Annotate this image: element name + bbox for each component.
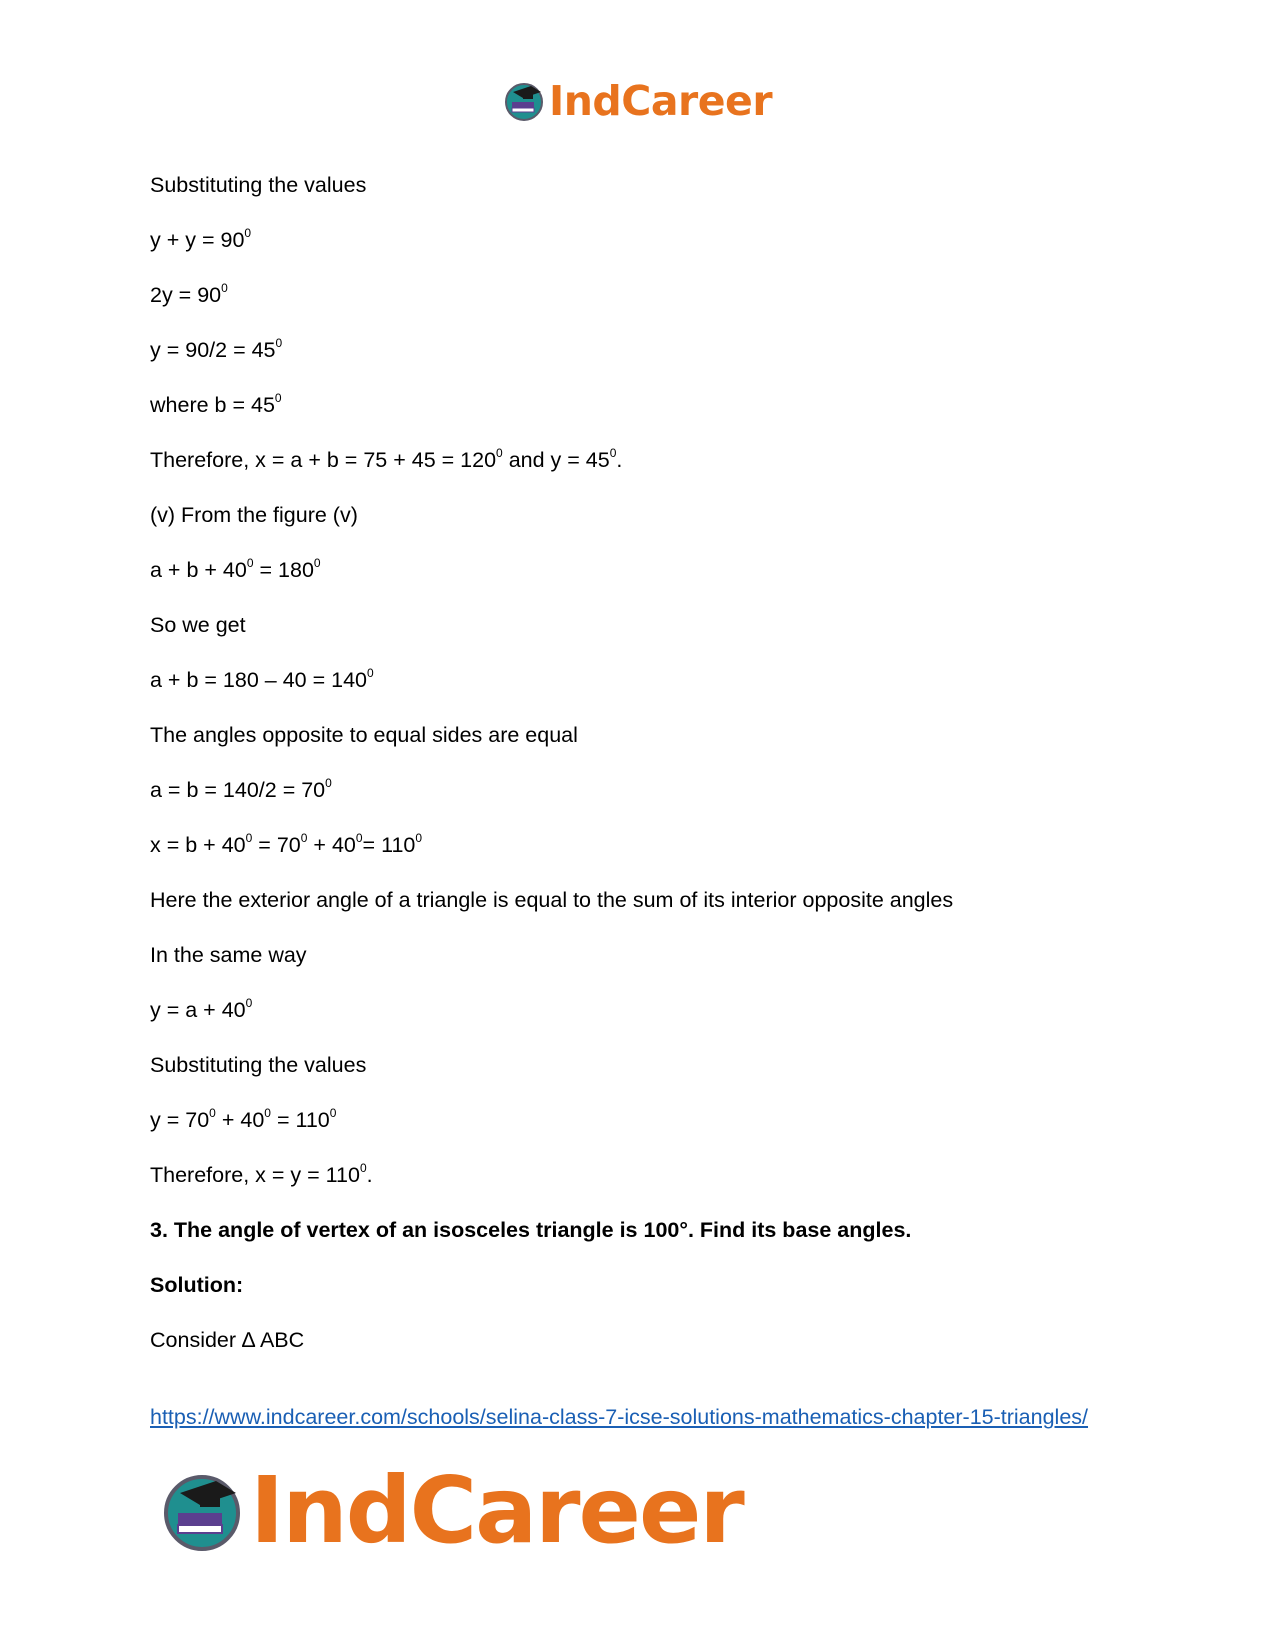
source-url-link[interactable]: https://www.indcareer.com/schools/selina-class-7-icse-solutions-mathematics-chapter-15-triangles/: [150, 1405, 1089, 1429]
text-line: [150, 1327, 1130, 1353]
text-segment: Here the exterior angle of a triangle is equal to the sum of its interior opposite angles: [150, 888, 954, 912]
text-line: [150, 337, 1130, 363]
text-segment: a + b = 180 – 40 = 140: [150, 668, 367, 692]
text-line: [150, 887, 1130, 913]
text-line: [150, 227, 1130, 253]
text-segment: .: [616, 448, 623, 472]
degree-superscript: 0: [245, 830, 253, 845]
text-segment: y + y = 90: [150, 228, 245, 252]
text-line: [150, 1052, 1130, 1078]
degree-superscript: 0: [300, 830, 308, 845]
degree-superscript: 0: [415, 830, 423, 845]
text-segment: y = a + 40: [150, 998, 246, 1022]
text-segment: and y = 45: [502, 448, 610, 472]
logo-wordmark: IndCareer: [250, 1457, 743, 1564]
text-line: [150, 1162, 1130, 1188]
text-line: [150, 172, 1130, 198]
text-segment: + 40: [215, 1108, 265, 1132]
text-segment: Solution:: [150, 1273, 244, 1297]
degree-superscript: 0: [496, 445, 503, 460]
text-segment: = 110: [270, 1108, 330, 1132]
degree-superscript: 0: [366, 665, 374, 680]
text-line: [150, 392, 1130, 418]
degree-superscript: 0: [325, 775, 332, 790]
text-segment: a = b = 140/2 = 70: [150, 778, 326, 802]
text-segment: y = 70: [150, 1108, 210, 1132]
footer-logo: [160, 1457, 743, 1564]
text-line: [150, 832, 1130, 858]
text-segment: (v) From the figure (v): [150, 503, 358, 527]
graduation-book-globe-icon: [160, 1469, 244, 1553]
text-line: [150, 1107, 1130, 1133]
degree-superscript: 0: [275, 335, 283, 350]
degree-superscript: 0: [609, 445, 617, 460]
degree-superscript: 0: [264, 1105, 271, 1120]
degree-superscript: 0: [359, 1160, 367, 1175]
degree-superscript: 0: [274, 390, 282, 405]
graduation-book-globe-icon: [503, 80, 545, 122]
text-segment: = 70: [252, 833, 301, 857]
text-segment: + 40: [307, 833, 356, 857]
degree-superscript: 0: [245, 995, 253, 1010]
degree-superscript: 0: [209, 1105, 216, 1120]
text-line: [150, 502, 1130, 528]
text-segment: a + b + 40: [150, 558, 247, 582]
text-segment: Substituting the values: [150, 1053, 367, 1077]
text-segment: 2y = 90: [150, 283, 222, 307]
text-segment: where b = 45: [150, 393, 275, 417]
text-line: [150, 722, 1130, 748]
text-segment: The angles opposite to equal sides are equal: [150, 723, 578, 747]
text-segment: .: [366, 1163, 373, 1187]
text-segment: 3. The angle of vertex of an isosceles triangle is 100°. Find its base angles.: [150, 1218, 912, 1242]
text-segment: = 180: [253, 558, 314, 582]
text-segment: Consider ∆ ABC: [150, 1328, 305, 1352]
text-line: [150, 942, 1130, 968]
text-segment: Substituting the values: [150, 173, 367, 197]
text-line: [150, 777, 1130, 803]
text-segment: Therefore, x = a + b = 75 + 45 = 120: [150, 448, 497, 472]
degree-superscript: 0: [313, 555, 321, 570]
question-line: [150, 1272, 1130, 1298]
degree-superscript: 0: [355, 830, 363, 845]
text-line: [150, 667, 1130, 693]
question-line: [150, 1217, 1130, 1243]
text-segment: = 110: [362, 833, 416, 857]
text-line: [150, 997, 1130, 1023]
degree-superscript: 0: [244, 225, 252, 240]
text-line: [150, 447, 1130, 473]
text-segment: In the same way: [150, 943, 307, 967]
degree-superscript: 0: [221, 280, 228, 295]
text-segment: y = 90/2 = 45: [150, 338, 276, 362]
degree-superscript: 0: [246, 555, 254, 570]
text-line: [150, 612, 1130, 638]
text-segment: So we get: [150, 613, 246, 637]
header-logo: [0, 76, 1275, 125]
text-segment: Therefore, x = y = 110: [150, 1163, 360, 1187]
degree-superscript: 0: [329, 1105, 337, 1120]
document-body: [150, 172, 1130, 1382]
text-line: [150, 282, 1130, 308]
text-segment: x = b + 40: [150, 833, 246, 857]
logo-wordmark: IndCareer: [548, 76, 773, 125]
text-line: [150, 557, 1130, 583]
